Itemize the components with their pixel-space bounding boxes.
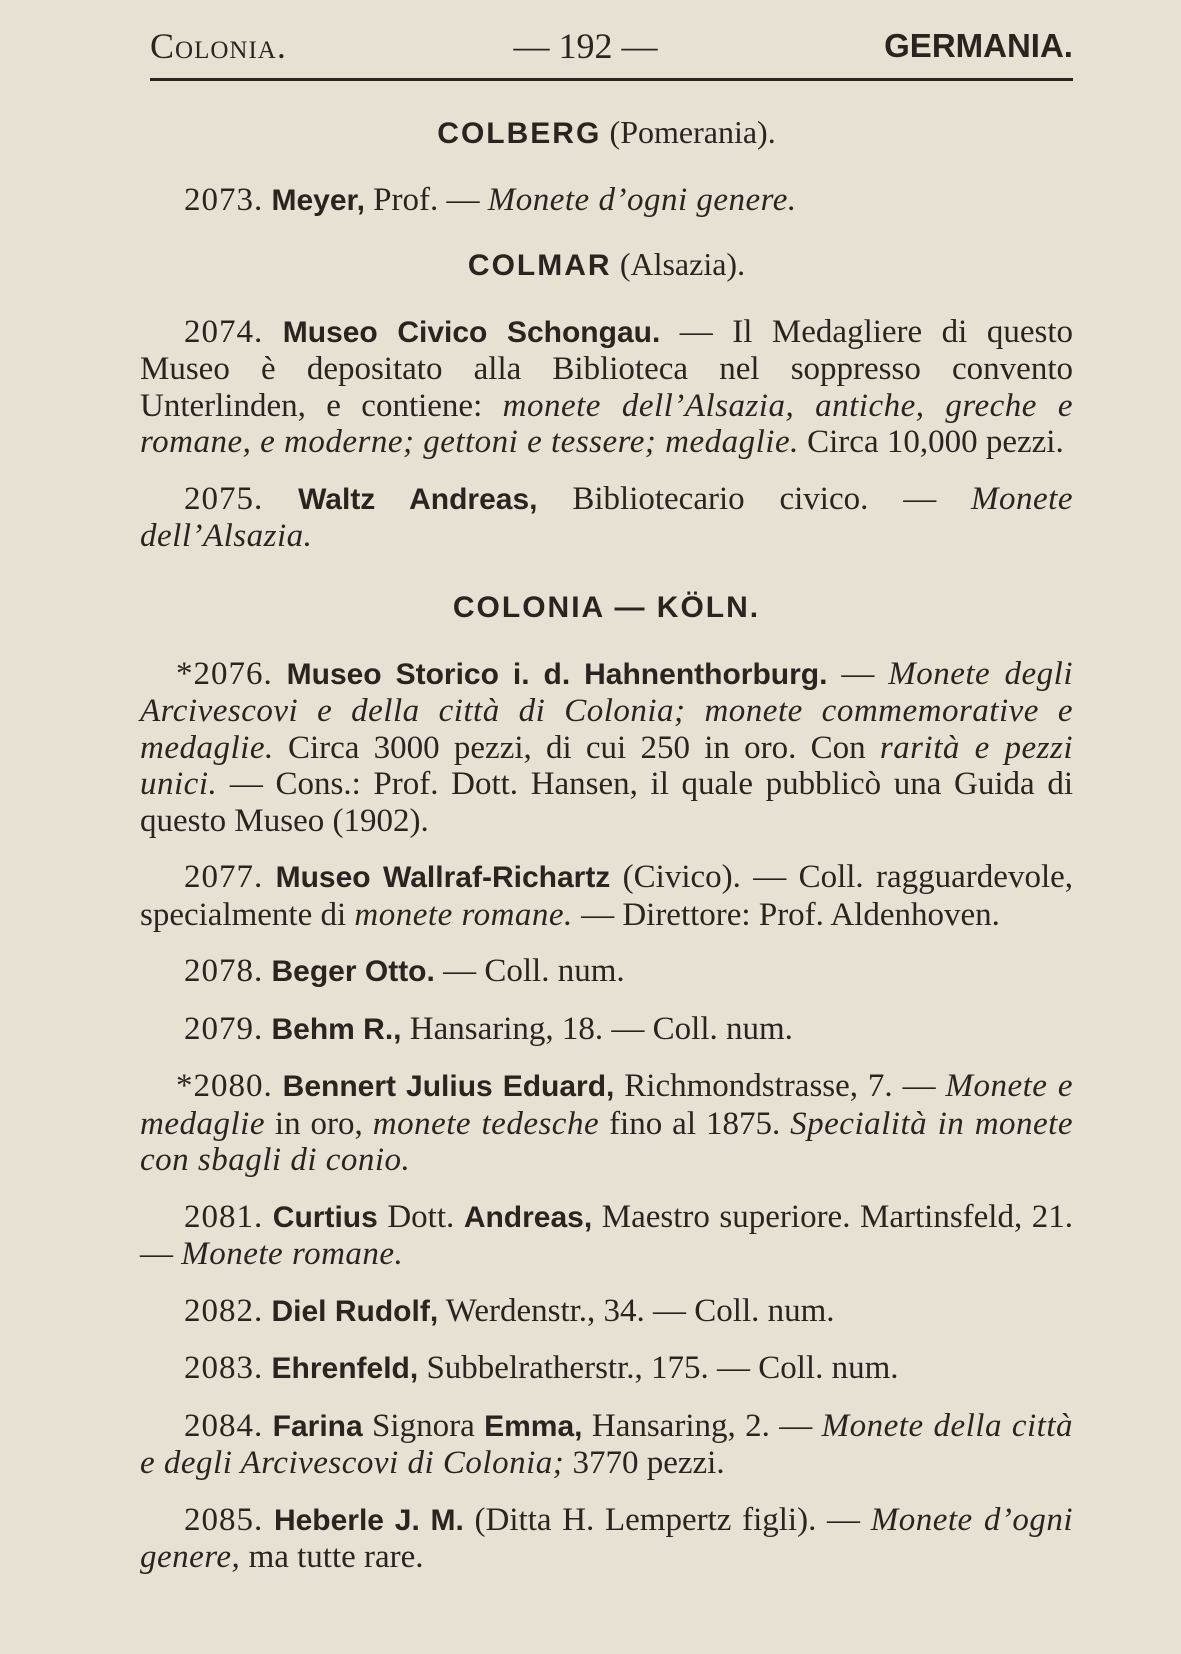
- entry-2080: [140, 1068, 1073, 1179]
- entry-text: — Il Medagliere di questo Museo è depositato alla Biblioteca nel soppresso convento Unterlinden, e contiene:: [140, 313, 1073, 424]
- entry-2076: [140, 656, 1073, 840]
- entry-tail: Circa 3000 pezzi, di cui 250 in oro. Con: [273, 729, 880, 766]
- entry-text: Richmondstrasse, 7. —: [614, 1068, 946, 1104]
- entry-name: Behm R.,: [271, 1012, 402, 1046]
- entry-number: 2083.: [184, 1350, 264, 1386]
- entry-text: Bibliotecario civico. —: [537, 480, 972, 517]
- entry-italic-3: Specialità in monete con sbagli di conio.: [140, 1105, 1073, 1178]
- entry-name: Curtius: [272, 1200, 378, 1234]
- entry-number: 2079.: [184, 1010, 264, 1047]
- entry-italic: Monete dell’Alsazia.: [140, 480, 1073, 554]
- entry-italic-2: rarità e pezzi unici.: [140, 729, 1073, 802]
- entry-name-2: Andreas,: [463, 1200, 593, 1234]
- entry-italic: Monete d’ogni genere.: [487, 182, 797, 218]
- entry-tail: Circa 10,000 pezzi.: [798, 424, 1064, 460]
- entry-name: Meyer,: [271, 184, 365, 217]
- entry-text-2: Hansaring, 2. —: [582, 1407, 822, 1444]
- entry-number: 2074.: [184, 313, 264, 350]
- entry-name: Museo Wallraf-Richartz: [275, 861, 611, 894]
- entry-name: Heberle J. M.: [273, 1503, 464, 1537]
- entry-text: Subbelratherstr., 175. — Coll. num.: [418, 1350, 899, 1386]
- entry-name: Bennert Julius Eduard,: [282, 1070, 615, 1103]
- section-heading-colberg: [140, 108, 1073, 158]
- entry-2083: [140, 1350, 1073, 1388]
- section-region: (Alsazia).: [619, 245, 746, 282]
- entry-italic-2: monete tedesche: [372, 1105, 600, 1142]
- entry-number: 2085.: [184, 1501, 264, 1538]
- entry-name: Beger Otto.: [271, 955, 435, 988]
- entry-name: Farina: [272, 1409, 363, 1443]
- entry-2073: [140, 182, 1073, 220]
- entry-2077: [140, 859, 1073, 933]
- entry-italic: Monete romane.: [181, 1236, 404, 1272]
- section-city: COLBERG: [437, 117, 602, 150]
- entry-tail-2: — Cons.: Prof. Dott. Hansen, il quale pubblicò una Guida di questo Museo (1902).: [140, 766, 1073, 839]
- entry-italic: Monete d’ogni genere,: [140, 1501, 1073, 1575]
- header-rule: [150, 78, 1073, 81]
- entry-2078: [140, 953, 1073, 991]
- section-city: COLMAR: [467, 248, 612, 282]
- page-number: — 192 —: [513, 26, 658, 66]
- entry-number: 2075.: [184, 480, 264, 517]
- entry-number: 2082.: [184, 1292, 264, 1329]
- entry-number: 2084.: [184, 1407, 264, 1444]
- page-body: [140, 108, 1073, 1596]
- entry-text: —: [827, 655, 889, 692]
- entry-italic: monete romane.: [354, 896, 573, 933]
- entry-name-2: Emma,: [484, 1409, 583, 1443]
- entry-2084: [140, 1408, 1073, 1482]
- entry-text: Dott.: [377, 1198, 464, 1235]
- entry-text: (Ditta H. Lempertz figli). —: [463, 1501, 871, 1538]
- entry-2085: [140, 1502, 1073, 1576]
- entry-number: 2073.: [184, 182, 264, 218]
- entry-name: Museo Civico Schongau.: [282, 315, 661, 349]
- entry-number: *2080.: [176, 1068, 273, 1104]
- entry-name: Diel Rudolf,: [271, 1294, 439, 1328]
- entry-2081: [140, 1199, 1073, 1273]
- entry-italic: Monete degli Arcivescovi e della città di Colonia; monete commemorative e medaglie.: [140, 655, 1074, 766]
- entry-2082: [140, 1293, 1073, 1331]
- entry-italic: Monete e medaglie: [140, 1068, 1074, 1142]
- entry-text: Hansaring, 18. — Coll. num.: [401, 1010, 793, 1047]
- section-heading-colonia: [140, 583, 1073, 632]
- entry-text: Werdenstr., 34. — Coll. num.: [438, 1292, 835, 1329]
- entry-number: *2076.: [176, 655, 273, 692]
- entry-name: Museo Storico i. d. Hahnenthorburg.: [286, 657, 828, 691]
- entry-name: Ehrenfeld,: [271, 1352, 419, 1385]
- entry-number: 2077.: [184, 859, 264, 895]
- entry-text: Prof. —: [364, 182, 488, 218]
- running-head-left: Colonia.: [150, 26, 287, 66]
- entry-tail: ma tutte rare.: [240, 1539, 424, 1575]
- entry-italic: monete dell’Alsazia, antiche, greche e romane, e moderne; gettoni e tessere; medaglie.: [140, 387, 1073, 460]
- running-head: [150, 22, 1073, 70]
- entry-2075: [140, 481, 1073, 555]
- entry-2079: [140, 1011, 1073, 1049]
- entry-italic: Monete della città e degli Arcivescovi di Colonia;: [140, 1407, 1073, 1481]
- entry-2074: [140, 314, 1073, 461]
- section-region: (Pomerania).: [609, 114, 776, 150]
- entry-tail: — Direttore: Prof. Aldenhoven.: [572, 896, 1000, 933]
- section-heading-colmar: [140, 240, 1073, 290]
- entry-tail: in oro,: [264, 1105, 373, 1142]
- entry-text: (Civico). — Coll. ragguardevole, specialmente di: [140, 859, 1074, 933]
- entry-name: Waltz Andreas,: [298, 482, 538, 516]
- entry-text-2: Maestro superiore. Martinsfeld, 21. —: [140, 1198, 1074, 1272]
- running-head-right: GERMANIA.: [884, 27, 1073, 64]
- entry-number: 2078.: [184, 953, 264, 989]
- entry-tail: 3770 pezzi.: [564, 1445, 725, 1481]
- section-city: COLONIA — KÖLN.: [452, 590, 761, 624]
- entry-number: 2081.: [184, 1198, 264, 1235]
- entry-text: Signora: [362, 1407, 485, 1444]
- entry-text: — Coll. num.: [434, 953, 625, 989]
- entry-tail-2: fino al 1875.: [599, 1105, 791, 1142]
